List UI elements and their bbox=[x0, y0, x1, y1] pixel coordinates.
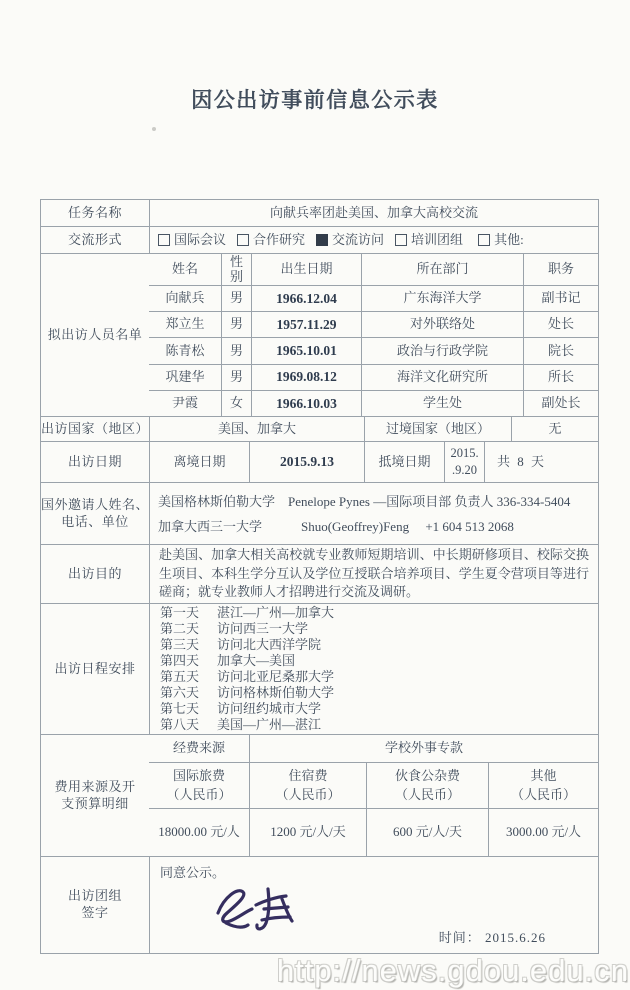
inviter-label: 国外邀请人姓名、电话、单位 bbox=[41, 496, 150, 529]
budget-travel-value: 18000.00 元/人 bbox=[158, 823, 240, 839]
budget-header-row bbox=[149, 762, 598, 808]
task-name-label: 任务名称 bbox=[67, 204, 122, 220]
arrival-date-label: 抵境日期 bbox=[364, 442, 444, 482]
countries-row bbox=[41, 416, 598, 441]
itinerary-day: 第五天 访问北亚尼桑那大学 bbox=[160, 669, 335, 684]
purpose-text: 赴美国、加拿大相关高校就专业教师短期培训、中长期研修项目、校际交换生项目、本科生学分互认及学位互授联合培养项目、学生夏令营项目等进行磋商；就专业教师人才招聘进行交流及调研。 bbox=[149, 545, 598, 603]
page-title: 因公出访事前信息公示表 bbox=[191, 88, 439, 112]
itinerary-label: 出访日程安排 bbox=[54, 660, 136, 676]
form-table bbox=[40, 199, 599, 954]
col-header-gender: 性别 bbox=[221, 254, 251, 285]
budget-col-travel: 国际旅费 （人民币） bbox=[166, 767, 232, 803]
personnel-row: 向献兵 男 1966.12.04 广东海洋大学 副书记 bbox=[149, 285, 598, 311]
dates-label: 出访日期 bbox=[67, 453, 122, 469]
approval-text: 同意公示。 bbox=[160, 865, 226, 880]
dates-row bbox=[41, 441, 598, 482]
personnel-header-row bbox=[149, 254, 598, 285]
inviter-line-canada: 加拿大西三一大学 Shuo(Geoffrey)Feng +1 604 513 2068 bbox=[158, 518, 514, 534]
personnel-row: 郑立生 男 1957.11.29 对外联络处 处长 bbox=[149, 311, 598, 337]
personnel-row: 巩建华 男 1969.08.12 海洋文化研究所 所长 bbox=[149, 364, 598, 390]
trip-duration: 共 8 天 bbox=[484, 442, 598, 482]
personnel-row: 尹霞 女 1966.10.03 学生处 副处长 bbox=[149, 390, 598, 416]
budget-meals-value: 600 元/人/天 bbox=[366, 809, 488, 856]
itinerary-list bbox=[149, 604, 598, 734]
col-header-birth: 出生日期 bbox=[251, 254, 361, 285]
arrival-date-value: 2015. .9.20 bbox=[444, 442, 484, 482]
purpose-row bbox=[41, 544, 598, 603]
task-name-row bbox=[41, 200, 598, 226]
signature-date: 时间： 2015.6.26 bbox=[438, 930, 546, 946]
departure-date-label: 离境日期 bbox=[149, 442, 249, 482]
personnel-table bbox=[149, 254, 598, 416]
scanned-document bbox=[0, 84, 630, 990]
budget-block bbox=[41, 734, 598, 856]
itinerary-row bbox=[41, 603, 598, 734]
col-header-dept: 所在部门 bbox=[361, 254, 523, 285]
transit-countries-label: 过境国家（地区） bbox=[364, 417, 511, 441]
countries-value: 美国、加拿大 bbox=[149, 417, 364, 441]
inviter-row bbox=[41, 482, 598, 544]
budget-label: 费用来源及开支预算明细 bbox=[54, 778, 136, 811]
budget-source-row bbox=[149, 735, 598, 762]
transit-countries-value: 无 bbox=[511, 417, 598, 441]
scan-artifact-dot bbox=[152, 127, 156, 131]
budget-values-row bbox=[149, 808, 598, 856]
budget-lodging-value: 1200 元/人/天 bbox=[249, 809, 366, 856]
option-cooperative-research: 合作研究 bbox=[237, 232, 305, 249]
budget-col-lodging: 住宿费 （人民币） bbox=[249, 763, 366, 808]
checkbox-icon bbox=[478, 234, 490, 246]
personnel-label: 拟出访人员名单 bbox=[47, 326, 143, 342]
watermark-url: http://news.gdou.edu.cn bbox=[276, 953, 629, 988]
signature-area bbox=[149, 857, 598, 953]
personnel-block bbox=[41, 253, 598, 416]
exchange-type-options bbox=[149, 227, 598, 253]
itinerary-day: 第八天 美国—广州—湛江 bbox=[160, 717, 322, 733]
checkbox-icon bbox=[158, 234, 170, 246]
itinerary-day: 第六天 访问格林斯伯勒大学 bbox=[160, 685, 335, 701]
inviter-line-usa: 美国格林斯伯勒大学 Penelope Pynes —国际项目部 负责人 336-334-5404 bbox=[158, 493, 571, 509]
budget-col-meals: 伙食公杂费 （人民币） bbox=[366, 763, 488, 808]
itinerary-day: 第四天 加拿大—美国 bbox=[160, 652, 296, 668]
departure-date-value: 2015.9.13 bbox=[249, 442, 364, 482]
budget-source-value: 学校外事专款 bbox=[249, 735, 598, 762]
option-training-group: 培训团组 bbox=[395, 232, 463, 249]
personnel-row: 陈青松 男 1965.10.01 政治与行政学院 院长 bbox=[149, 337, 598, 363]
itinerary-day: 第三天 访问北大西洋学院 bbox=[160, 636, 322, 652]
handwritten-signature bbox=[212, 879, 304, 937]
budget-col-other: 其他 （人民币） bbox=[488, 763, 598, 808]
signature-label: 出访团组签字 bbox=[67, 888, 122, 920]
signature-row bbox=[41, 856, 598, 953]
inviter-info bbox=[149, 483, 598, 544]
exchange-type-label: 交流形式 bbox=[67, 231, 122, 247]
purpose-label: 出访目的 bbox=[67, 565, 122, 581]
option-other: 其他: bbox=[478, 232, 524, 249]
budget-other-value: 3000.00 元/人 bbox=[488, 809, 598, 856]
col-header-title: 职务 bbox=[523, 254, 598, 285]
option-international-conference: 国际会议 bbox=[158, 232, 226, 249]
checkbox-checked-icon bbox=[316, 234, 328, 246]
budget-source-label: 经费来源 bbox=[172, 739, 225, 755]
itinerary-day: 第一天 湛江—广州—加拿大 bbox=[160, 604, 335, 620]
checkbox-icon bbox=[237, 234, 249, 246]
exchange-type-row bbox=[41, 226, 598, 253]
task-name-value: 向献兵率团赴美国、加拿大高校交流 bbox=[149, 200, 598, 226]
budget-table bbox=[149, 735, 598, 856]
itinerary-day: 第二天 访问西三一大学 bbox=[160, 620, 309, 636]
checkbox-icon bbox=[395, 234, 407, 246]
option-exchange-visit: 交流访问 bbox=[316, 232, 384, 249]
itinerary-day: 第七天 访问纽约城市大学 bbox=[160, 701, 322, 717]
countries-label: 出访国家（地区） bbox=[41, 420, 150, 436]
col-header-name: 姓名 bbox=[171, 261, 198, 277]
